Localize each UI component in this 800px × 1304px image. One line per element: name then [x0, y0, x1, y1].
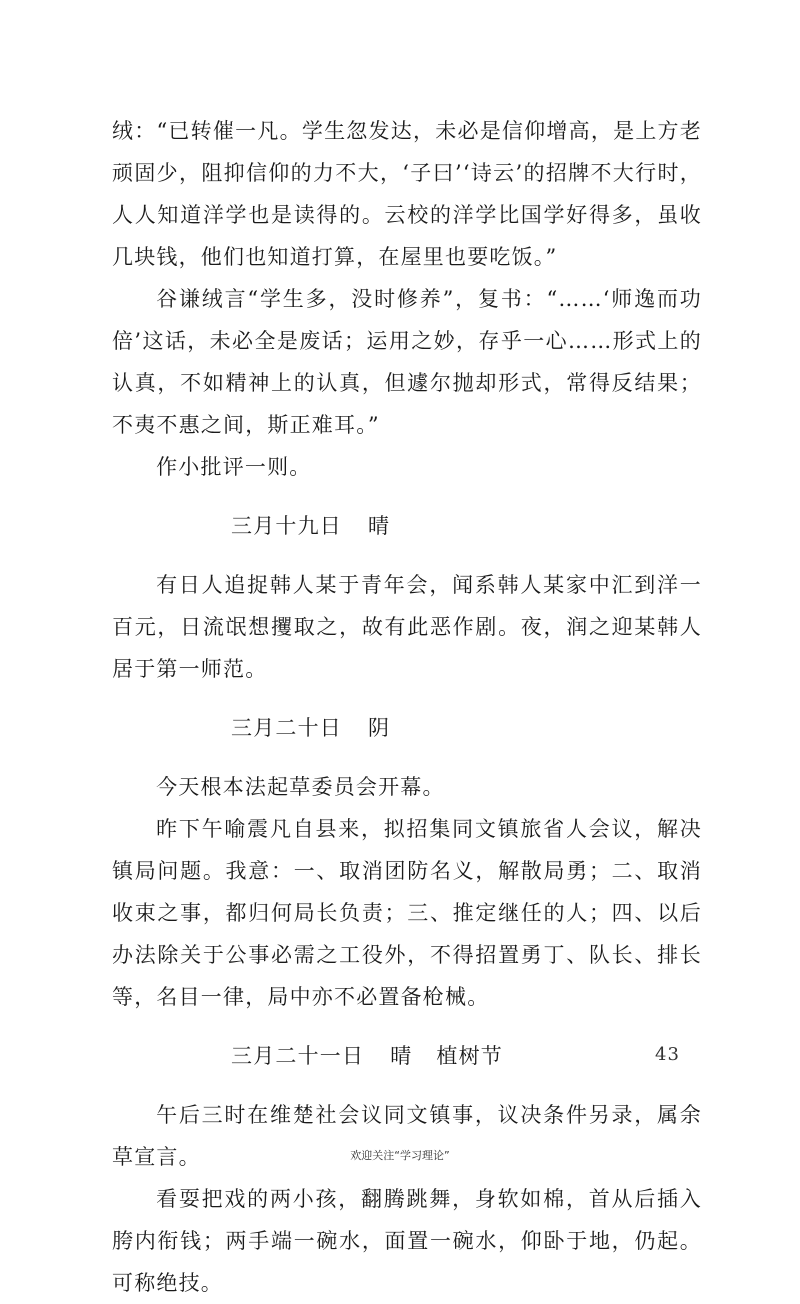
entry-holiday: 植树节	[436, 1044, 504, 1068]
paragraph-march-21-b: 看耍把戏的两小孩，翻腾跳舞，身软如棉，首从后插入胯内衔钱；两手端一碗水，面置一碗水，仰卧于地，仍起。可称绝技。	[112, 1187, 702, 1295]
paragraph-march-20-a: 今天根本法起草委员会开幕。	[156, 775, 445, 799]
page-number: 43	[655, 1044, 680, 1065]
entry-weather: 晴	[368, 514, 391, 538]
entry-weather: 阴	[368, 716, 391, 740]
entry-date: 三月十九日	[231, 514, 342, 538]
paragraph-march-19: 有日人追捉韩人某于青年会，闻系韩人某家中汇到洋一百元，日流氓想攫取之，故有此恶作剧。夜，润之迎某韩人居于第一师范。	[112, 573, 702, 681]
paragraph-short-note: 作小批评一则。	[156, 455, 312, 479]
entry-heading-march-20	[112, 707, 702, 749]
paragraph-reply: 谷谦绒言“学生多，没时修养”，复书：“……‘师逸而功倍’这话，未必全是废话；运用之妙，存乎一心……形式上的认真，不如精神上的认真，但遽尔抛却形式，常得反结果；不夷不惠之间，斯正难耳。”	[112, 287, 702, 437]
paragraph-march-21-a: 午后三时在维楚社会议同文镇事，议决条件另录，属余草宣言。	[112, 1103, 702, 1169]
entry-heading-march-19	[112, 505, 702, 547]
entry-date: 三月二十一日	[231, 1044, 365, 1068]
footer-note: 欢迎关注“学习理论”	[350, 1149, 450, 1162]
page-body	[112, 110, 702, 1304]
entry-date: 三月二十日	[231, 716, 342, 740]
paragraph-letter-quote: 绒：“已转催一凡。学生忽发达，未必是信仰增高，是上方老顽固少，阻抑信仰的力不大，‘子曰’‘诗云’的招牌不大行时，人人知道洋学也是读得的。云校的洋学比国学好得多，虽收几块钱，他们也知道打算，在屋里也要吃饭。”	[112, 119, 702, 269]
paragraph-march-20-b: 昨下午喻震凡自县来，拟招集同文镇旅省人会议，解决镇局问题。我意：一、取消团防名义，解散局勇；二、取消收束之事，都归何局长负责；三、推定继任的人；四、以后办法除关于公事必需之工役外，不得招置勇丁、队长、排长等，名目一律，局中亦不必置备枪械。	[112, 817, 702, 1009]
entry-heading-march-21	[112, 1035, 702, 1077]
entry-weather: 晴	[390, 1044, 413, 1068]
